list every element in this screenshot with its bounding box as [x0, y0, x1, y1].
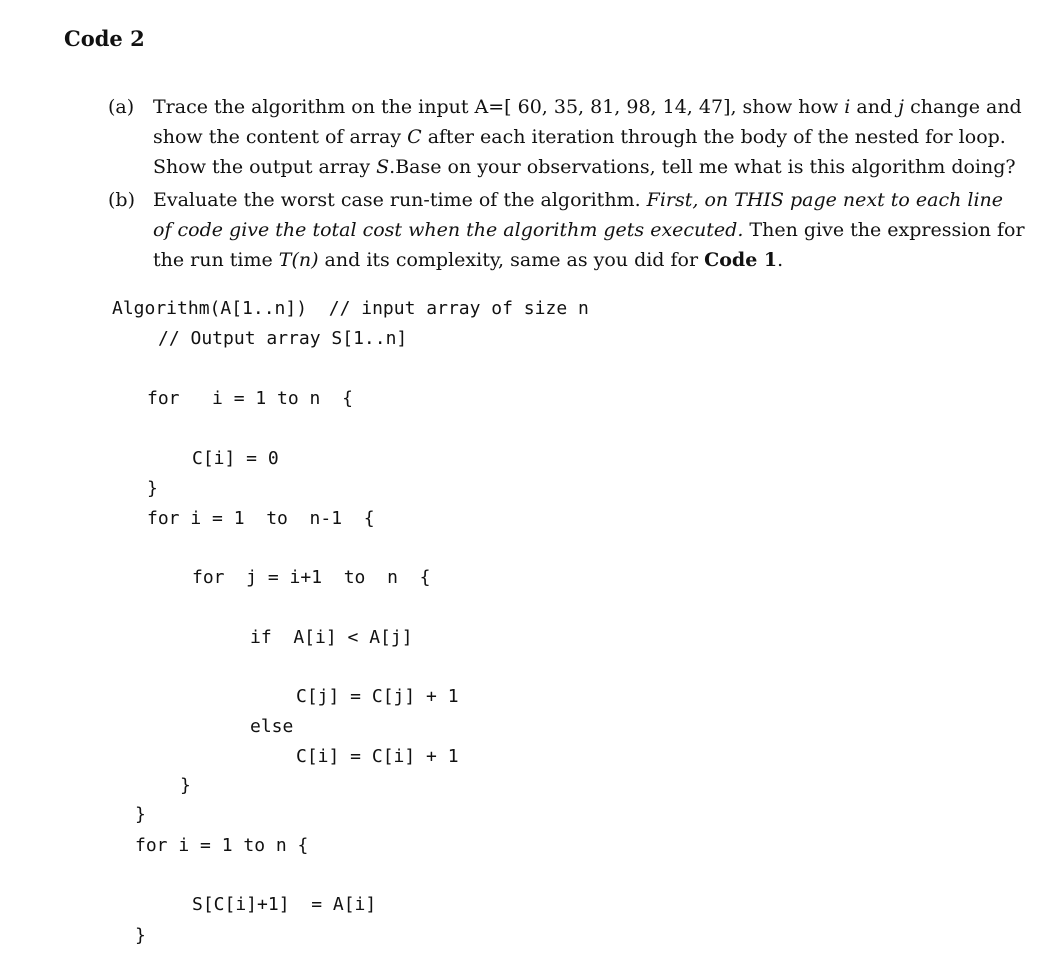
text: show the content of array	[153, 126, 408, 148]
text: Then give the expression for	[743, 219, 1025, 241]
code-increment-cj: C[j] = C[j] + 1	[296, 686, 459, 707]
var-j: j	[898, 96, 905, 118]
code-else: else	[250, 716, 294, 737]
italic-text: First, on THIS page next to each line	[646, 189, 1004, 211]
text: .	[777, 249, 784, 271]
var-i: i	[844, 96, 851, 118]
code-outer-loop: for i = 1 to n-1 {	[147, 508, 375, 529]
question-a-line-1	[153, 92, 1022, 122]
code-output-loop: for i = 1 to n {	[135, 835, 309, 856]
text: and	[850, 96, 899, 118]
question-a-line-3	[153, 152, 1022, 182]
code-header: Algorithm(A[1..n]) // input array of size n	[112, 298, 589, 319]
question-b-line-2	[153, 215, 1025, 245]
code-if: if A[i] < A[j]	[250, 627, 413, 648]
code-close-brace: }	[135, 925, 146, 946]
text: Trace the algorithm on the input A=[ 60, 35, 81, 98, 14, 47], show how	[153, 96, 845, 118]
question-b-label: (b)	[108, 189, 135, 211]
question-a-label: (a)	[108, 96, 135, 118]
text: the run time	[153, 249, 279, 271]
bold-text: Code 1	[704, 249, 778, 271]
var-c: C	[407, 126, 422, 148]
question-b-line-3	[153, 245, 1025, 275]
text: and its complexity, same as you did for	[318, 249, 705, 271]
text: Evaluate the worst case run-time of the algorithm.	[153, 189, 647, 211]
italic-text: of code give the total cost when the algorithm gets executed.	[153, 219, 744, 241]
code-assign-statement: S[C[i]+1] = A[i]	[192, 894, 377, 915]
page-title: Code 2	[64, 26, 145, 51]
question-a-line-2	[153, 122, 1022, 152]
code-init-statement: C[i] = 0	[192, 448, 279, 469]
runtime-expression: T(n)	[278, 249, 319, 271]
code-output-comment: // Output array S[1..n]	[158, 328, 408, 349]
question-b-line-1	[153, 185, 1025, 215]
code-close-brace: }	[180, 775, 191, 796]
text: change and	[904, 96, 1022, 118]
code-close-brace: }	[147, 478, 158, 499]
code-close-brace: }	[135, 804, 146, 825]
var-s: S	[376, 156, 390, 178]
text: .Base on your observations, tell me what is this algorithm doing?	[389, 156, 1016, 178]
text: after each iteration through the body of the nested for loop.	[421, 126, 1006, 148]
code-increment-ci: C[i] = C[i] + 1	[296, 746, 459, 767]
code-for-init-loop: for i = 1 to n {	[147, 388, 353, 409]
code-inner-loop: for j = i+1 to n {	[192, 567, 431, 588]
text: Show the output array	[153, 156, 377, 178]
